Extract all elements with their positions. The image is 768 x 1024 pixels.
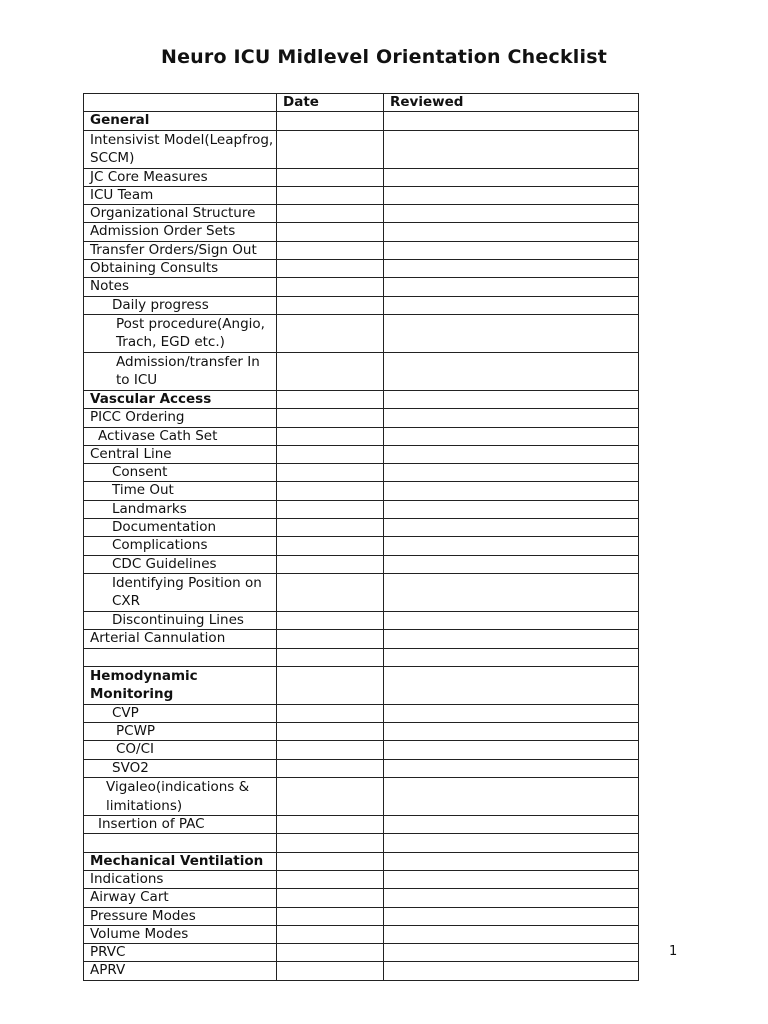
date-cell[interactable] — [277, 944, 384, 962]
reviewed-cell[interactable] — [384, 907, 639, 925]
date-cell[interactable] — [277, 409, 384, 427]
reviewed-cell[interactable] — [384, 223, 639, 241]
reviewed-cell[interactable] — [384, 409, 639, 427]
reviewed-cell[interactable] — [384, 723, 639, 741]
checklist-row — [84, 630, 639, 648]
reviewed-cell[interactable] — [384, 741, 639, 759]
reviewed-cell[interactable] — [384, 186, 639, 204]
checklist-row — [84, 314, 639, 352]
checklist-item-label: Indications — [84, 870, 277, 888]
page-title: Neuro ICU Midlevel Orientation Checklist — [160, 46, 608, 68]
checklist-row — [84, 130, 639, 168]
checklist-row — [84, 723, 639, 741]
reviewed-cell[interactable] — [384, 168, 639, 186]
checklist-item-label: Organizational Structure — [84, 205, 277, 223]
checklist-item-label: JC Core Measures — [84, 168, 277, 186]
checklist-row — [84, 500, 639, 518]
date-cell[interactable] — [277, 260, 384, 278]
checklist-row — [84, 241, 639, 259]
date-cell[interactable] — [277, 704, 384, 722]
date-cell[interactable] — [277, 666, 384, 704]
reviewed-cell[interactable] — [384, 390, 639, 408]
checklist-row — [84, 482, 639, 500]
checklist-item-label: Admission/transfer In to ICU — [84, 352, 277, 390]
checklist-row — [84, 537, 639, 555]
reviewed-cell[interactable] — [384, 260, 639, 278]
checklist-item-label: Discontinuing Lines — [84, 611, 277, 629]
page-number: 1 — [669, 944, 678, 959]
checklist-row — [84, 573, 639, 611]
reviewed-cell[interactable] — [384, 648, 639, 666]
date-cell[interactable] — [277, 390, 384, 408]
reviewed-cell[interactable] — [384, 241, 639, 259]
date-cell[interactable] — [277, 223, 384, 241]
date-cell[interactable] — [277, 168, 384, 186]
checklist-item-label: Arterial Cannulation — [84, 630, 277, 648]
checklist-item-label: Complications — [84, 537, 277, 555]
date-cell[interactable] — [277, 464, 384, 482]
reviewed-cell[interactable] — [384, 519, 639, 537]
header-date: Date — [277, 94, 384, 112]
checklist-item-label: Activase Cath Set — [84, 427, 277, 445]
checklist-item-label: Airway Cart — [84, 889, 277, 907]
date-cell[interactable] — [277, 630, 384, 648]
checklist-row — [84, 666, 639, 704]
date-cell[interactable] — [277, 816, 384, 834]
checklist-row — [84, 168, 639, 186]
checklist-item-label: PRVC — [84, 944, 277, 962]
date-cell[interactable] — [277, 130, 384, 168]
reviewed-cell[interactable] — [384, 630, 639, 648]
checklist-item-label: PICC Ordering — [84, 409, 277, 427]
checklist-row — [84, 925, 639, 943]
reviewed-cell[interactable] — [384, 352, 639, 390]
checklist-row — [84, 907, 639, 925]
date-cell[interactable] — [277, 741, 384, 759]
reviewed-cell[interactable] — [384, 278, 639, 296]
checklist-item-label: Vascular Access — [84, 390, 277, 408]
header-reviewed: Reviewed — [384, 94, 639, 112]
reviewed-cell[interactable] — [384, 573, 639, 611]
reviewed-cell[interactable] — [384, 205, 639, 223]
checklist-row — [84, 186, 639, 204]
checklist-item-label: Vigaleo(indications & limitations) — [84, 778, 277, 816]
header-row — [84, 94, 639, 112]
date-cell[interactable] — [277, 723, 384, 741]
reviewed-cell[interactable] — [384, 852, 639, 870]
checklist-row — [84, 390, 639, 408]
date-cell[interactable] — [277, 427, 384, 445]
checklist-item-label: Time Out — [84, 482, 277, 500]
checklist-row — [84, 296, 639, 314]
checklist-table — [83, 93, 639, 981]
reviewed-cell[interactable] — [384, 870, 639, 888]
date-cell[interactable] — [277, 870, 384, 888]
checklist-item-label: Hemodynamic Monitoring — [84, 666, 277, 704]
checklist-row — [84, 889, 639, 907]
reviewed-cell[interactable] — [384, 112, 639, 130]
checklist-item-label: General — [84, 112, 277, 130]
date-cell[interactable] — [277, 314, 384, 352]
checklist-row — [84, 352, 639, 390]
reviewed-cell[interactable] — [384, 427, 639, 445]
reviewed-cell[interactable] — [384, 759, 639, 777]
checklist-item-label: PCWP — [84, 723, 277, 741]
checklist-item-label: Notes — [84, 278, 277, 296]
reviewed-cell[interactable] — [384, 537, 639, 555]
reviewed-cell[interactable] — [384, 778, 639, 816]
checklist-row — [84, 870, 639, 888]
reviewed-cell[interactable] — [384, 130, 639, 168]
reviewed-cell[interactable] — [384, 296, 639, 314]
date-cell[interactable] — [277, 573, 384, 611]
checklist-item-label: CVP — [84, 704, 277, 722]
checklist-row — [84, 704, 639, 722]
checklist-row — [84, 205, 639, 223]
checklist-row — [84, 852, 639, 870]
checklist-item-label — [84, 648, 277, 666]
date-cell[interactable] — [277, 852, 384, 870]
checklist-item-label: Post procedure(Angio, Trach, EGD etc.) — [84, 314, 277, 352]
checklist-row — [84, 648, 639, 666]
checklist-item-label: ICU Team — [84, 186, 277, 204]
checklist-row — [84, 944, 639, 962]
checklist-row — [84, 409, 639, 427]
reviewed-cell[interactable] — [384, 834, 639, 852]
checklist-item-label: Pressure Modes — [84, 907, 277, 925]
reviewed-cell[interactable] — [384, 816, 639, 834]
date-cell[interactable] — [277, 519, 384, 537]
checklist-item-label: Central Line — [84, 445, 277, 463]
checklist-row — [84, 260, 639, 278]
date-cell[interactable] — [277, 482, 384, 500]
checklist-item-label: Insertion of PAC — [84, 816, 277, 834]
reviewed-cell[interactable] — [384, 445, 639, 463]
checklist-item-label: Consent — [84, 464, 277, 482]
checklist-item-label: Documentation — [84, 519, 277, 537]
checklist-row — [84, 962, 639, 980]
reviewed-cell[interactable] — [384, 314, 639, 352]
reviewed-cell[interactable] — [384, 704, 639, 722]
checklist-row — [84, 445, 639, 463]
reviewed-cell[interactable] — [384, 925, 639, 943]
checklist-row — [84, 611, 639, 629]
checklist-body — [84, 112, 639, 980]
date-cell[interactable] — [277, 555, 384, 573]
checklist-row — [84, 741, 639, 759]
checklist-row — [84, 759, 639, 777]
checklist-item-label: CDC Guidelines — [84, 555, 277, 573]
checklist-item-label — [84, 834, 277, 852]
checklist-row — [84, 555, 639, 573]
checklist-row — [84, 278, 639, 296]
checklist-item-label: SVO2 — [84, 759, 277, 777]
checklist-item-label: Landmarks — [84, 500, 277, 518]
date-cell[interactable] — [277, 352, 384, 390]
reviewed-cell[interactable] — [384, 611, 639, 629]
date-cell[interactable] — [277, 925, 384, 943]
checklist-item-label: Admission Order Sets — [84, 223, 277, 241]
date-cell[interactable] — [277, 907, 384, 925]
date-cell[interactable] — [277, 500, 384, 518]
date-cell[interactable] — [277, 834, 384, 852]
checklist-item-label: Intensivist Model(Leapfrog, SCCM) — [84, 130, 277, 168]
reviewed-cell[interactable] — [384, 464, 639, 482]
date-cell[interactable] — [277, 296, 384, 314]
date-cell[interactable] — [277, 278, 384, 296]
checklist-item-label: Identifying Position on CXR — [84, 573, 277, 611]
header-item — [84, 94, 277, 112]
checklist-row — [84, 464, 639, 482]
checklist-row — [84, 519, 639, 537]
date-cell[interactable] — [277, 648, 384, 666]
checklist-row — [84, 112, 639, 130]
checklist-item-label: Daily progress — [84, 296, 277, 314]
date-cell[interactable] — [277, 205, 384, 223]
date-cell[interactable] — [277, 611, 384, 629]
checklist-item-label: CO/CI — [84, 741, 277, 759]
checklist-row — [84, 834, 639, 852]
date-cell[interactable] — [277, 112, 384, 130]
checklist-item-label: Mechanical Ventilation — [84, 852, 277, 870]
date-cell[interactable] — [277, 962, 384, 980]
checklist-item-label: Obtaining Consults — [84, 260, 277, 278]
date-cell[interactable] — [277, 445, 384, 463]
reviewed-cell[interactable] — [384, 555, 639, 573]
date-cell[interactable] — [277, 241, 384, 259]
checklist-item-label: APRV — [84, 962, 277, 980]
reviewed-cell[interactable] — [384, 962, 639, 980]
checklist-row — [84, 778, 639, 816]
date-cell[interactable] — [277, 537, 384, 555]
reviewed-cell[interactable] — [384, 482, 639, 500]
checklist-item-label: Volume Modes — [84, 925, 277, 943]
date-cell[interactable] — [277, 889, 384, 907]
date-cell[interactable] — [277, 759, 384, 777]
checklist-row — [84, 427, 639, 445]
reviewed-cell[interactable] — [384, 500, 639, 518]
date-cell[interactable] — [277, 186, 384, 204]
checklist-item-label: Transfer Orders/Sign Out — [84, 241, 277, 259]
checklist-row — [84, 816, 639, 834]
checklist-row — [84, 223, 639, 241]
date-cell[interactable] — [277, 778, 384, 816]
reviewed-cell[interactable] — [384, 666, 639, 704]
reviewed-cell[interactable] — [384, 889, 639, 907]
reviewed-cell[interactable] — [384, 944, 639, 962]
